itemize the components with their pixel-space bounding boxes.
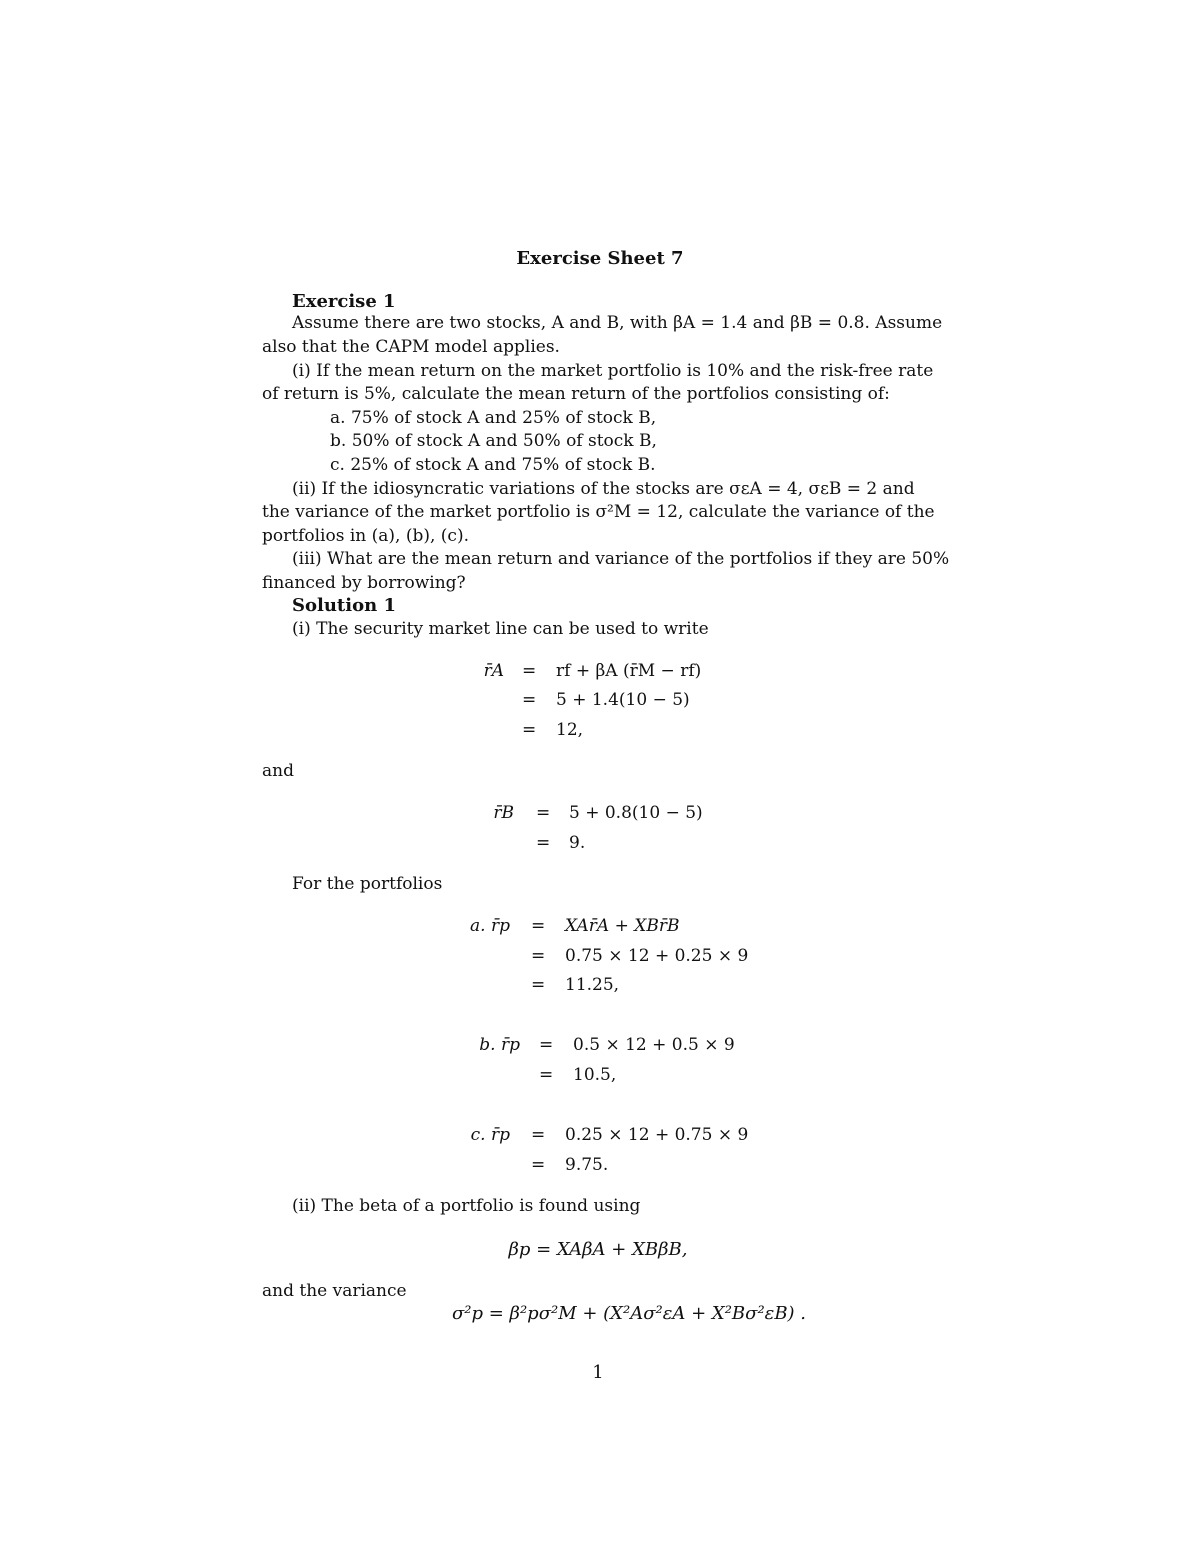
eq-rel: = xyxy=(531,1155,546,1175)
exercise-line-2: also that the CAPM model applies. xyxy=(262,337,560,357)
question-i-b: b. 50% of stock A and 50% of stock B, xyxy=(330,431,657,451)
eq-rel: = xyxy=(539,1035,554,1055)
question-ii-line-2: the variance of the market portfolio is σ²M = 12, calculate the variance of the xyxy=(262,502,935,522)
solution-ii-intro: (ii) The beta of a portfolio is found using xyxy=(292,1196,641,1216)
eq-rel: = xyxy=(522,661,537,681)
solution-i-intro: (i) The security market line can be used to write xyxy=(292,619,709,639)
eq-rel: = xyxy=(539,1065,554,1085)
exercise-heading: Exercise 1 xyxy=(292,291,396,312)
eq-rhs: 9. xyxy=(569,833,586,853)
connector-and: and xyxy=(262,761,294,781)
eq-rhs: 5 + 1.4(10 − 5) xyxy=(556,690,690,710)
eq-rel: = xyxy=(536,833,551,853)
eq-rel: = xyxy=(531,975,546,995)
eq-lhs: a. r̄p xyxy=(470,916,510,936)
exercise-line-1: Assume there are two stocks, A and B, with βA = 1.4 and βB = 0.8. Assume xyxy=(292,313,943,333)
variance-equation: σ²p = β²pσ²M + (X²Aσ²εA + X²Bσ²εB) . xyxy=(452,1303,807,1324)
eq-rel: = xyxy=(531,1125,546,1145)
question-i-c: c. 25% of stock A and 75% of stock B. xyxy=(330,455,656,475)
eq-rhs: 12, xyxy=(556,720,584,740)
question-i-line-2: of return is 5%, calculate the mean return of the portfolios consisting of: xyxy=(262,384,890,404)
for-portfolios: For the portfolios xyxy=(292,874,443,894)
eq-lhs: r̄A xyxy=(483,661,504,681)
eq-rel: = xyxy=(522,690,537,710)
solution-heading: Solution 1 xyxy=(292,595,396,616)
eq-rhs: rf + βA (r̄M − rf) xyxy=(556,661,702,681)
eq-rel: = xyxy=(531,946,546,966)
question-ii-line-1: (ii) If the idiosyncratic variations of the stocks are σεA = 4, σεB = 2 and xyxy=(292,479,915,499)
eq-rhs: 5 + 0.8(10 − 5) xyxy=(569,803,703,823)
page-title: Exercise Sheet 7 xyxy=(516,248,684,269)
eq-rhs: 9.75. xyxy=(565,1155,609,1175)
eq-rel: = xyxy=(531,916,546,936)
beta-equation: βp = XAβA + XBβB, xyxy=(508,1239,688,1260)
eq-lhs: c. r̄p xyxy=(470,1125,510,1145)
eq-lhs: b. r̄p xyxy=(479,1035,520,1055)
eq-rhs: 0.5 × 12 + 0.5 × 9 xyxy=(573,1035,735,1055)
question-i-line-1: (i) If the mean return on the market portfolio is 10% and the risk-free rate xyxy=(292,361,934,381)
eq-rel: = xyxy=(536,803,551,823)
eq-rel: = xyxy=(522,720,537,740)
eq-rhs: 11.25, xyxy=(565,975,620,995)
eq-rhs: 0.75 × 12 + 0.25 × 9 xyxy=(565,946,749,966)
question-iii-line-2: financed by borrowing? xyxy=(262,573,466,593)
question-ii-line-3: portfolios in (a), (b), (c). xyxy=(262,526,469,546)
eq-rhs: 0.25 × 12 + 0.75 × 9 xyxy=(565,1125,749,1145)
page-number: 1 xyxy=(592,1362,604,1383)
question-iii-line-1: (iii) What are the mean return and variance of the portfolios if they are 50% xyxy=(292,549,950,569)
and-the-variance: and the variance xyxy=(262,1281,407,1301)
eq-rhs: 10.5, xyxy=(573,1065,617,1085)
eq-rhs: XAr̄A + XBr̄B xyxy=(565,916,680,936)
question-i-a: a. 75% of stock A and 25% of stock B, xyxy=(330,408,657,428)
eq-lhs: r̄B xyxy=(493,803,514,823)
